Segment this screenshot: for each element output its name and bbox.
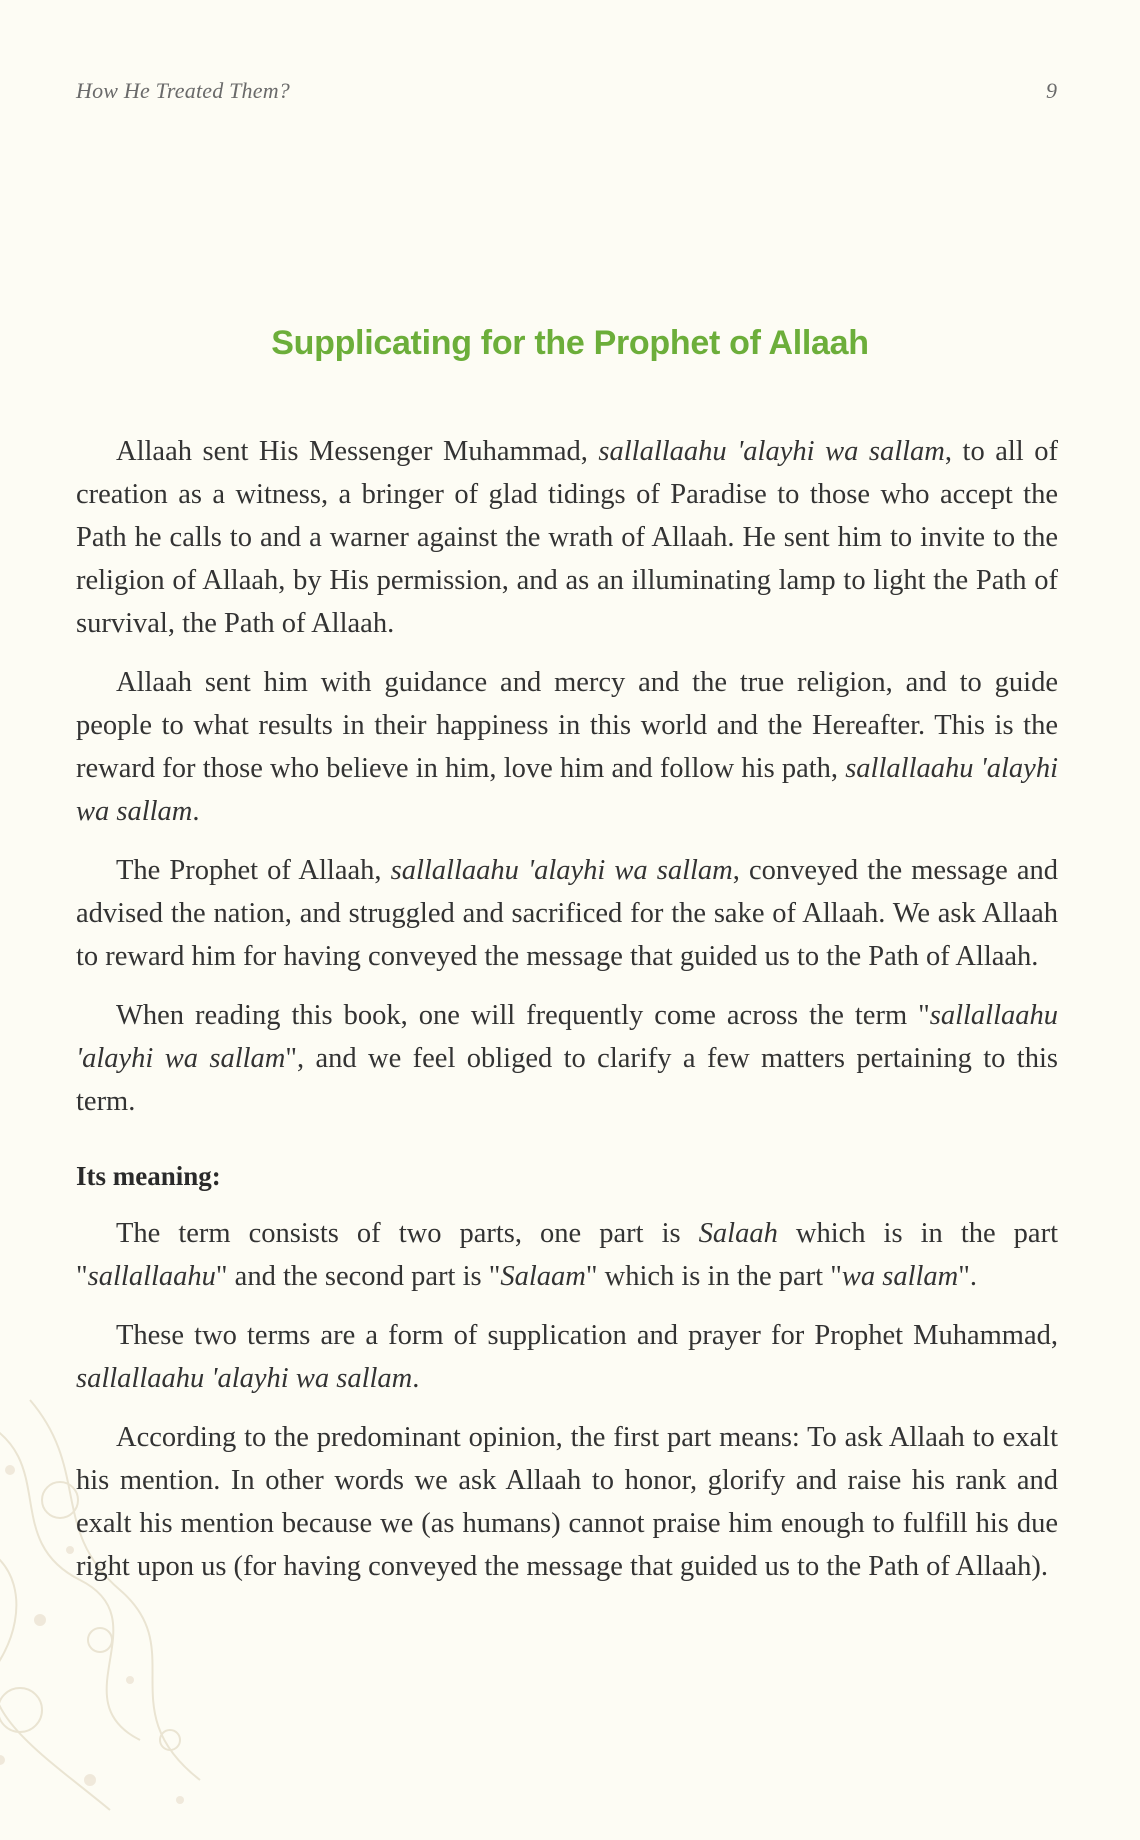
text-span: According to the predominant opinion, the first part means: To ask Allaah to exalt his mention. In other words we ask Allaah to honor, glorify and raise his rank and exalt his mention because we (as humans) cannot praise him enough to fulfill his due right upon us (for having conveyed the message that guided us to the Path of Allaah).: [76, 1422, 1058, 1582]
text-span: , conveyed the message and advised the nation, and struggled and sacrificed for the sake of Allaah. We ask Allaah to reward him for having conveyed the message that guided us to the Path of Allaah.: [76, 855, 1058, 972]
text-span: , to all of creation as a witness, a bringer of glad tidings of Paradise to those who accept the Path he calls to and a warner against the wrath of Allaah. He sent him to invite to the religion of Allaah, by His permission, and as an illuminating lamp to light the Path of survival, the Path of Allaah.: [76, 436, 1058, 639]
text-span: These two terms are a form of supplication and prayer for Prophet Muhammad,: [116, 1320, 1058, 1351]
text-span: " which is in the part ": [585, 1261, 842, 1292]
paragraph-opinion: [76, 1416, 1058, 1588]
chapter-title: Supplicating for the Prophet of Allaah: [271, 324, 869, 362]
text-span: When reading this book, one will frequently come across the term ": [116, 1000, 930, 1031]
term-italic: Salaah: [698, 1218, 778, 1249]
paragraph-supplication: [76, 1314, 1058, 1400]
text-span: .: [192, 796, 200, 827]
honorific-italic: sallallaahu 'alayhi wa sallam: [76, 1363, 413, 1394]
text-span: ", and we feel obliged to clarify a few matters pertaining to this term.: [76, 1043, 1058, 1117]
text-span: Allaah sent His Messenger Muhammad,: [116, 436, 599, 467]
body-text: [76, 430, 1058, 1604]
text-span: The Prophet of Allaah,: [116, 855, 391, 886]
honorific-italic: sallallaahu 'alayhi wa sallam: [390, 855, 733, 886]
text-span: " and the second part is ": [215, 1261, 501, 1292]
paragraph-reading: [76, 994, 1058, 1123]
honorific-italic: sallallaahu 'alayhi wa sallam: [76, 753, 1058, 827]
text-span: ".: [958, 1261, 978, 1292]
paragraph-two-parts: [76, 1212, 1058, 1298]
term-italic: wa sallam: [841, 1261, 959, 1292]
paragraph-guidance: [76, 661, 1058, 833]
paragraph-intro: [76, 430, 1058, 645]
honorific-italic: sallallaahu 'alayhi wa sallam: [598, 436, 945, 467]
section-heading: Its meaning:: [76, 1161, 221, 1191]
running-header-title: How He Treated Them?: [76, 78, 291, 103]
honorific-italic: sallallaahu 'alayhi wa sallam: [76, 1000, 1058, 1074]
term-italic: sallallaahu: [87, 1261, 216, 1292]
text-span: which is in the part ": [76, 1218, 1058, 1292]
text-span: The term consists of two parts, one part is: [116, 1218, 699, 1249]
paragraph-conveyed: [76, 849, 1058, 978]
page-number: 9: [1046, 78, 1057, 103]
text-span: .: [412, 1363, 420, 1394]
term-italic: Salaam: [500, 1261, 586, 1292]
text-span: Allaah sent him with guidance and mercy and the true religion, and to guide people to what results in their happiness in this world and the Hereafter. This is the reward for those who believe in him, love him and follow his path,: [76, 667, 1058, 784]
